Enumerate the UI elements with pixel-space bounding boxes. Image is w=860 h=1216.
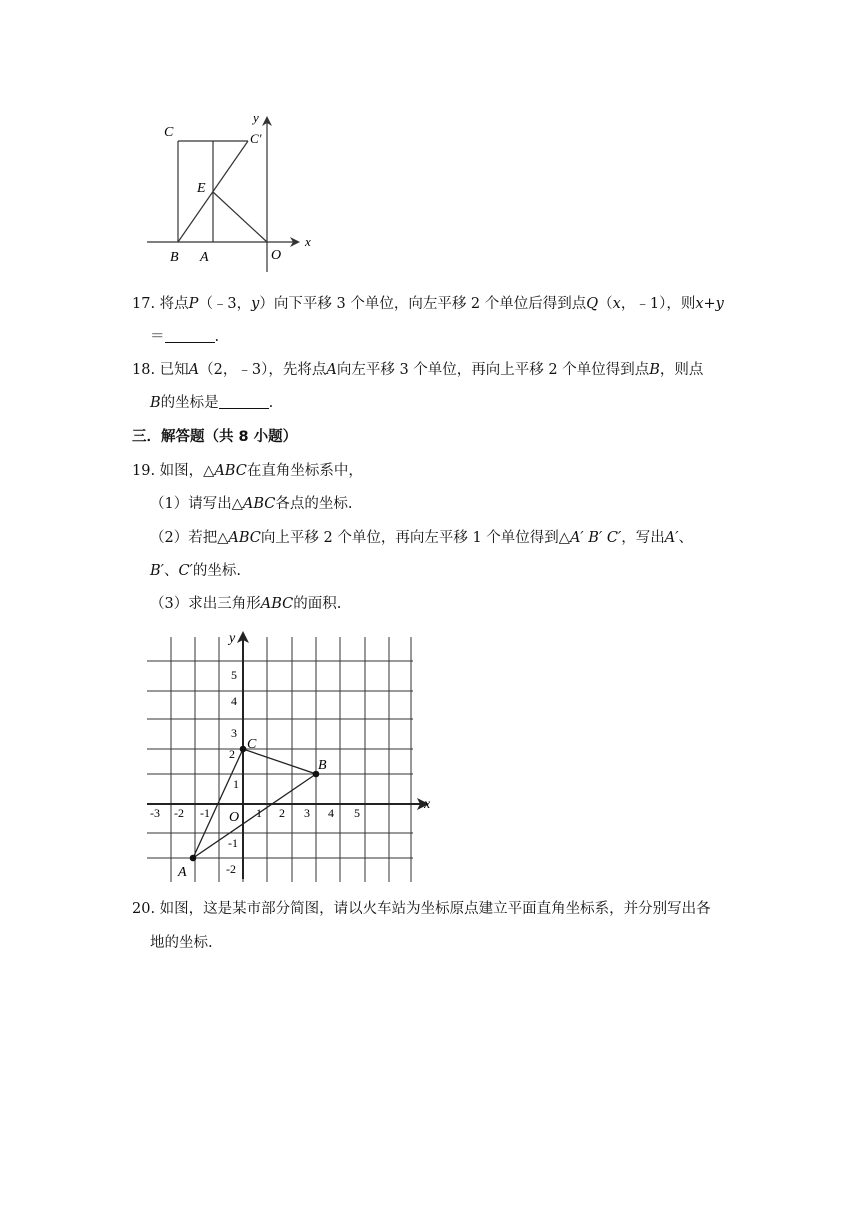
label-point-C: C <box>247 737 257 752</box>
q18-line1: 18. 已知A（2，﹣3），先将点A向左平移 3 个单位，再向上平移 2 个单位得到点B，则点 <box>132 362 704 378</box>
y-tick-label: 5 <box>231 668 237 682</box>
x-tick-label: -1 <box>200 806 210 820</box>
q19-part2-line1: （2）若把△ABC向上平移 2 个单位，再向左平移 1 个单位得到△A′ B′ C′，写出A′、 <box>150 530 694 546</box>
q17-number: 17. <box>132 296 156 312</box>
label-A: A <box>200 250 209 265</box>
q17-line2: ＝ . <box>150 329 220 345</box>
x-tick-label: 3 <box>304 806 310 820</box>
label-C: C <box>164 125 174 140</box>
label-origin: O <box>229 810 240 825</box>
label-B: B <box>170 250 179 265</box>
label-axis-y: y <box>229 631 236 646</box>
figure-coordinate-grid <box>145 627 435 885</box>
q19-part2-line2: B′、C′的坐标. <box>150 563 241 579</box>
q19-number: 19. <box>132 463 156 479</box>
q17-line1: 17. 将点P（﹣3，y）向下平移 3 个单位，向左平移 2 个单位后得到点Q（x，﹣1），则x+y <box>132 296 724 312</box>
y-tick-label: 3 <box>231 726 237 740</box>
y-tick-label: -2 <box>226 862 236 876</box>
y-tick-label: 2 <box>229 747 235 761</box>
y-tick-label: -1 <box>228 836 238 850</box>
q20-number: 20. <box>132 901 156 917</box>
figure-translation-diagram <box>145 112 315 277</box>
label-point-A: A <box>178 865 187 880</box>
label-C-prime: C' <box>250 131 262 146</box>
q19-part3: （3）求出三角形ABC的面积. <box>150 596 342 612</box>
x-tick-label: -2 <box>174 806 184 820</box>
q18-number: 18. <box>132 362 156 378</box>
point-C <box>240 746 247 753</box>
x-tick-label: 2 <box>279 806 285 820</box>
x-tick-label: 4 <box>328 806 334 820</box>
q19-part1: （1）请写出△ABC各点的坐标. <box>150 496 353 512</box>
q18-line2: B的坐标是 . <box>150 395 274 411</box>
section-heading: 三．解答题（共 8 小题） <box>132 429 298 445</box>
q19-intro: 19. 如图，△ABC在直角坐标系中， <box>132 463 363 479</box>
q20-line1: 20. 如图，这是某市部分简图，请以火车站为坐标原点建立平面直角坐标系，并分别写出各 <box>132 901 711 917</box>
label-y: y <box>253 112 259 125</box>
y-tick-label: 4 <box>231 694 237 708</box>
label-point-B: B <box>318 758 327 773</box>
label-axis-x: x <box>424 797 431 812</box>
q17-answer-blank[interactable] <box>165 328 215 343</box>
x-tick-label: 1 <box>256 806 262 820</box>
label-O: O <box>271 248 282 263</box>
label-E: E <box>197 181 206 196</box>
q20-line2: 地的坐标. <box>150 935 213 951</box>
x-tick-label: 5 <box>354 806 360 820</box>
x-tick-label: -3 <box>150 806 160 820</box>
point-A <box>190 855 197 862</box>
q18-answer-blank[interactable] <box>219 394 269 409</box>
label-x: x <box>305 234 311 249</box>
y-tick-label: 1 <box>233 777 239 791</box>
